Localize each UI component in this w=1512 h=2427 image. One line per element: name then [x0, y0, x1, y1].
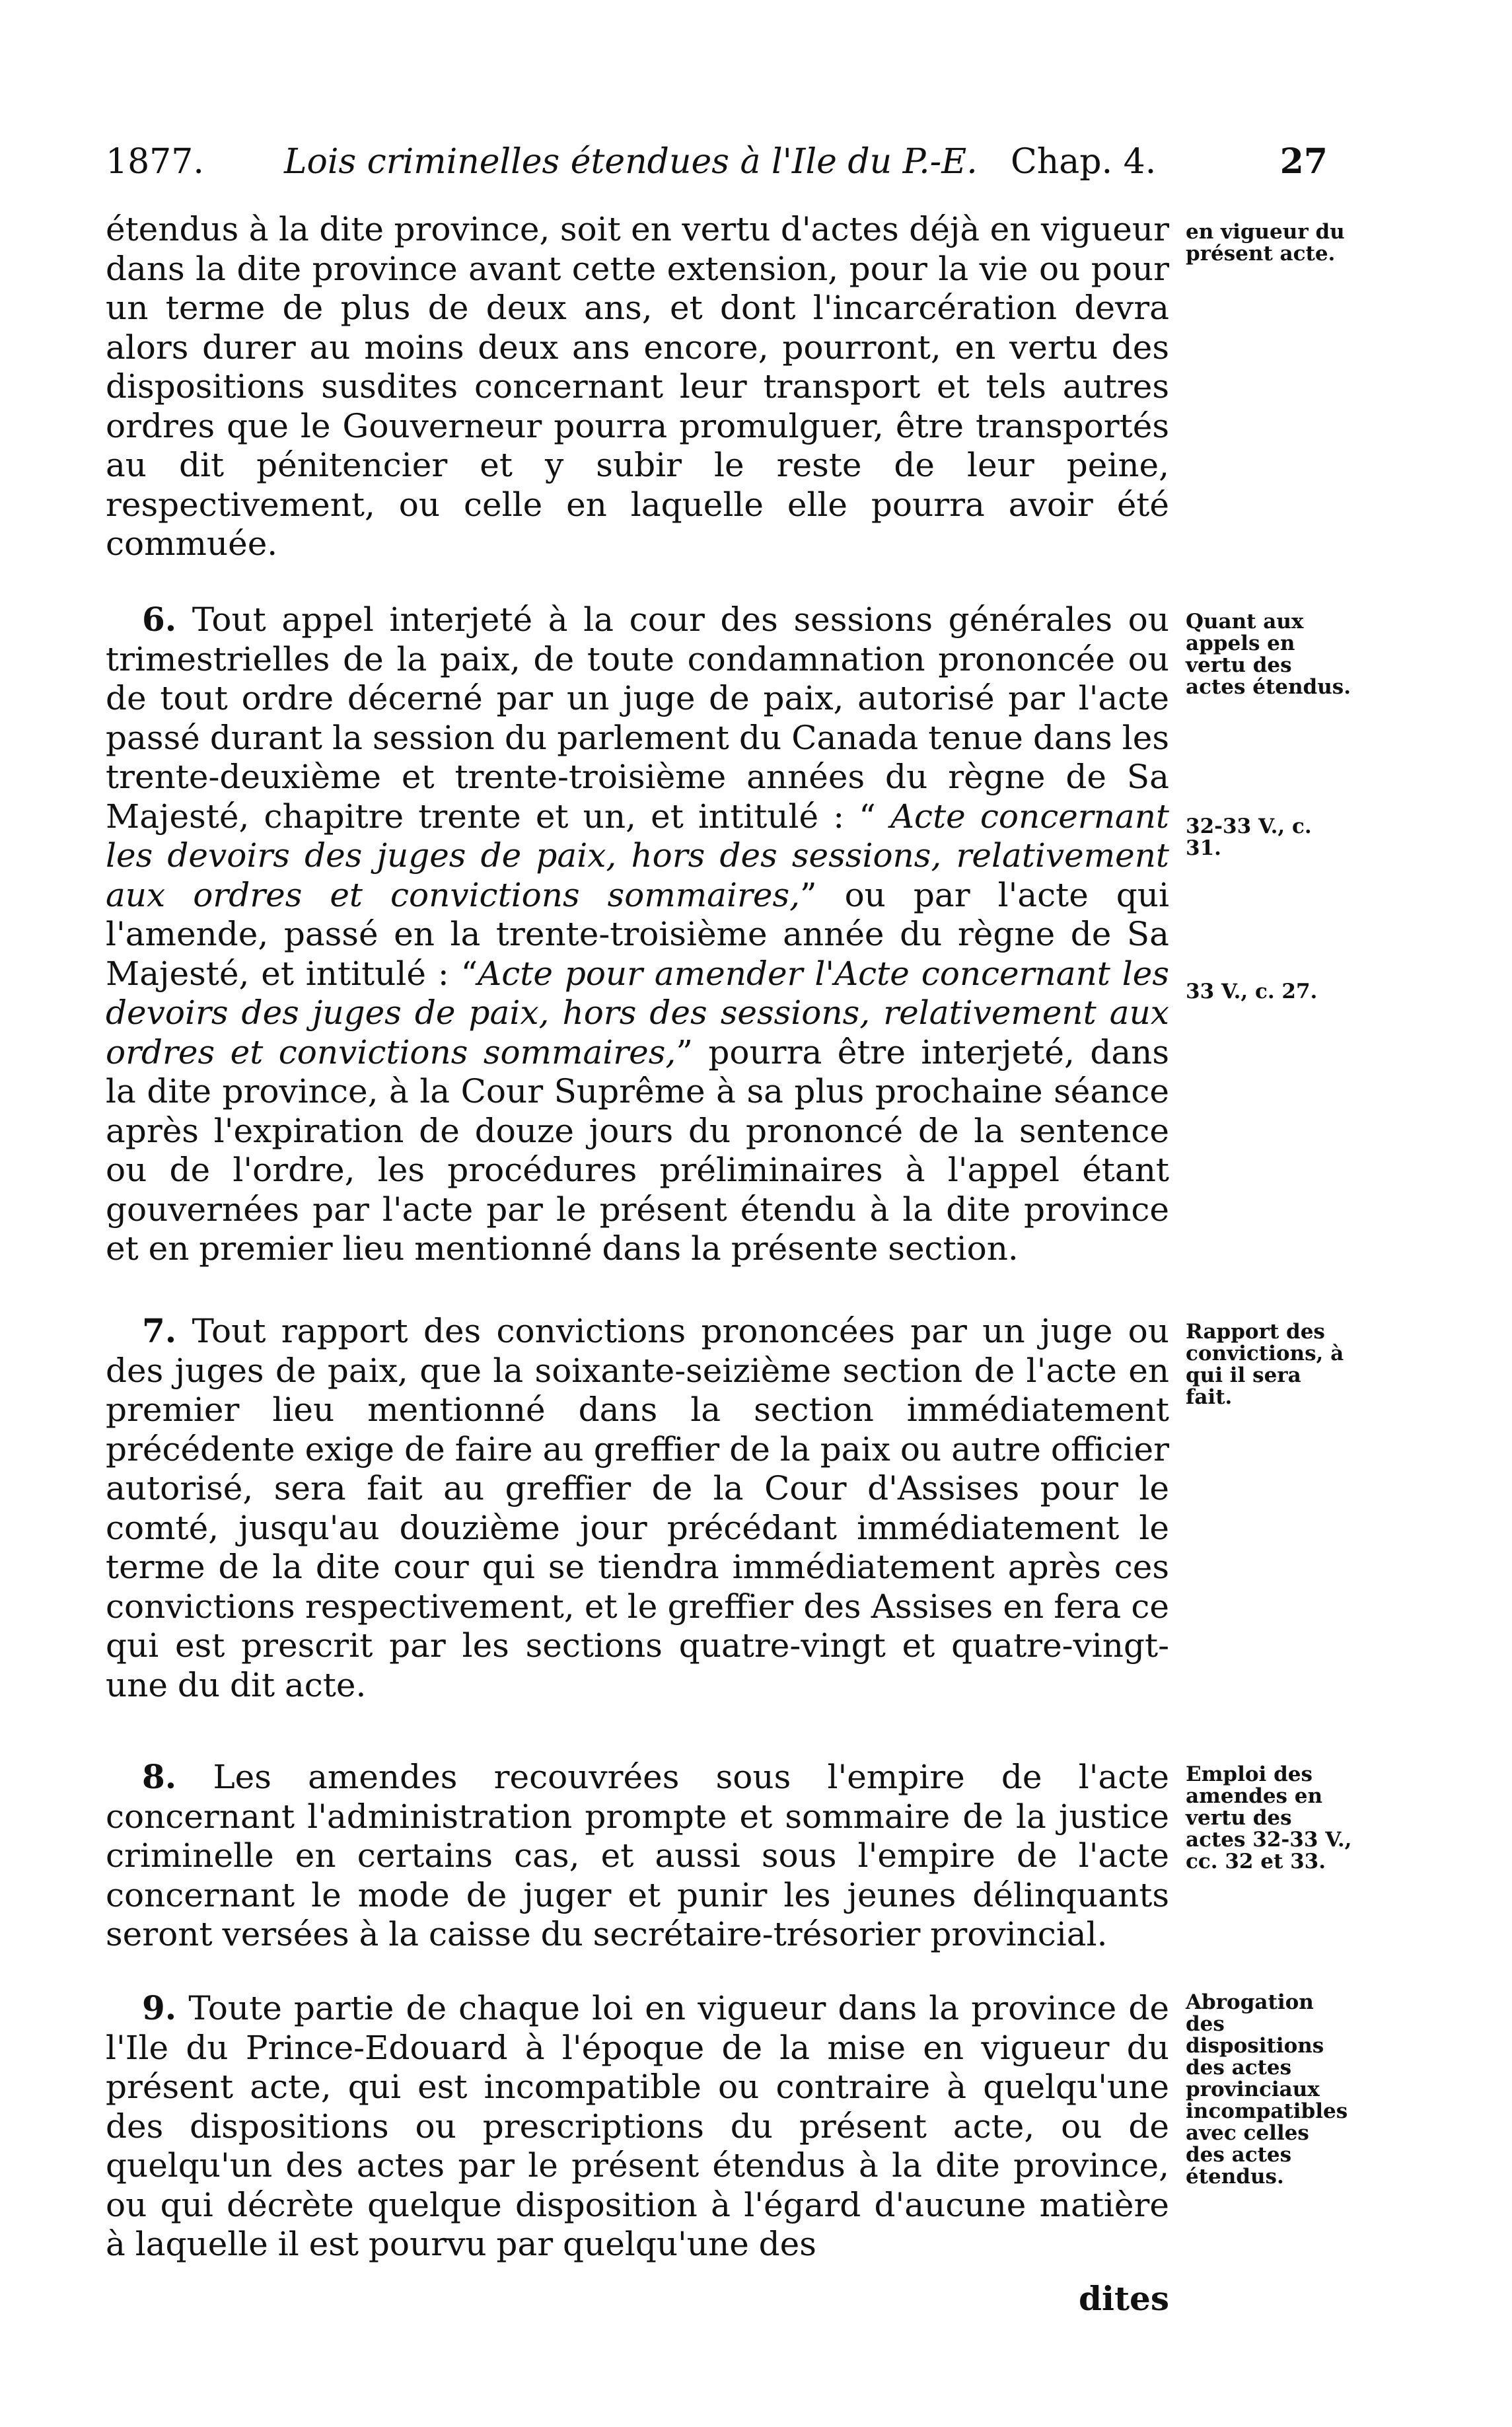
- section-7: [106, 1311, 1179, 1705]
- section-text-b: ” ou par l'acte qui l'amende, passé en la trente-troisième année du règne de Sa Majesté, et intitulé : “: [106, 875, 1179, 993]
- section-number: 9.: [142, 1988, 177, 2027]
- margin-note: 32-33 V., c. 31.: [1186, 815, 1312, 860]
- section-6: [106, 600, 1179, 1269]
- paragraph-text: étendus à la dite province, soit en vertu d'actes déjà en vigueur dans la dite province avant cette extension, pour la vie ou pour un terme de plus de deux ans, et dont l'incarcération devra alors durer au moins deux ans encore, pourront, en vertu des dispositions susdites concernant leur transport et tels autres ordres que le Gouverneur pourra promulguer, être transportés au dit pénitencier et y subir le reste de leur peine, respectivement, ou celle en laquelle elle pourra avoir été commuée.: [106, 210, 1179, 563]
- running-header: [106, 135, 1328, 188]
- header-chapter: Chap. 4.: [1011, 142, 1157, 182]
- section-8: [106, 1757, 1179, 1955]
- section-number: 8.: [142, 1757, 177, 1796]
- paragraph-continuation: [106, 210, 1179, 564]
- section-text: Les amendes recouvrées sous l'empire de l'acte concernant l'administration prompte et sommaire de la justice criminelle en certains cas, et aussi sous l'empire de l'acte concernant le mode de juger et punir les jeunes délinquants seront versées à la caisse du secrétaire-trésorier provincial.: [106, 1758, 1179, 1953]
- margin-note: 33 V., c. 27.: [1186, 980, 1318, 1003]
- margin-note: Emploi des amendes en vertu des actes 32-33 V., cc. 32 et 33.: [1186, 1762, 1352, 1873]
- catchword: dites: [1078, 2279, 1169, 2318]
- section-text-c: ” pourra être interjeté, dans la dite province, à la Cour Suprême à sa plus prochaine séance après l'expiration de douze jours du prononcé de la sentence ou de l'ordre, les procédures préliminaires à l'appel étant gouvernées par l'acte par le présent étendu à la dite province et en premier lieu mentionné dans la présente section.: [106, 1032, 1179, 1268]
- margin-note: en vigueur du présent acte.: [1186, 220, 1345, 266]
- act-title-a: Acte concernant les devoirs des juges de paix, hors des sessions, relativement aux ordres et convictions sommaires,: [106, 797, 1179, 914]
- section-text: Tout rapport des convictions prononcées par un juge ou des juges de paix, que la soixante-seizième section de l'acte en premier lieu mentionné dans la section immédiatement précédente exige de faire au greffier de la paix ou autre officier autorisé, sera fait au greffier de la Cour d'Assises pour le comté, jusqu'au douzième jour précédant immédiatement le terme de la dite cour qui se tiendra immédiatement après ces convictions respectivement, et le greffier des Assises en fera ce qui est prescrit par les sections quatre-vingt et quatre-vingt-une du dit acte.: [106, 1312, 1179, 1704]
- header-year: 1877.: [106, 142, 204, 182]
- section-text-a: Tout appel interjeté à la cour des sessions générales ou trimestrielles de la paix, de toute condamnation prononcée ou de tout ordre décerné par un juge de paix, autorisé par l'acte passé durant la session du parlement du Canada tenue dans les trente-deuxième et trente-troisième années du règne de Sa Majesté, chapitre trente et un, et intitulé : “: [106, 600, 1179, 836]
- margin-note: Rapport des convictions, à qui il sera fait.: [1186, 1320, 1344, 1409]
- section-number: 7.: [142, 1311, 177, 1350]
- section-9: [106, 1988, 1179, 2264]
- section-number: 6.: [142, 600, 177, 639]
- margin-note: Abrogation des dispositions des actes provinciaux incompatibles avec celles des actes étendus.: [1186, 1990, 1348, 2189]
- header-title: Lois criminelles étendues à l'Ile du P.-E.: [284, 142, 978, 182]
- section-text: Toute partie de chaque loi en vigueur dans la province de l'Ile du Prince-Edouard à l'époque de la mise en vigueur du présent acte, qui est incompatible ou contraire à quelqu'une des dispositions ou prescriptions du présent acte, ou de quelqu'un des actes par le présent étendus à la dite province, ou qui décrète quelque disposition à l'égard d'aucune matière à laquelle il est pourvu par quelqu'une des: [106, 1989, 1179, 2263]
- act-title-b: Acte pour amender l'Acte concernant les devoirs des juges de paix, hors des sessions, relativement aux ordres et convictions sommaires,: [106, 954, 1179, 1071]
- margin-note: Quant aux appels en vertu des actes étendus.: [1186, 610, 1351, 699]
- page-number: 27: [1279, 141, 1328, 182]
